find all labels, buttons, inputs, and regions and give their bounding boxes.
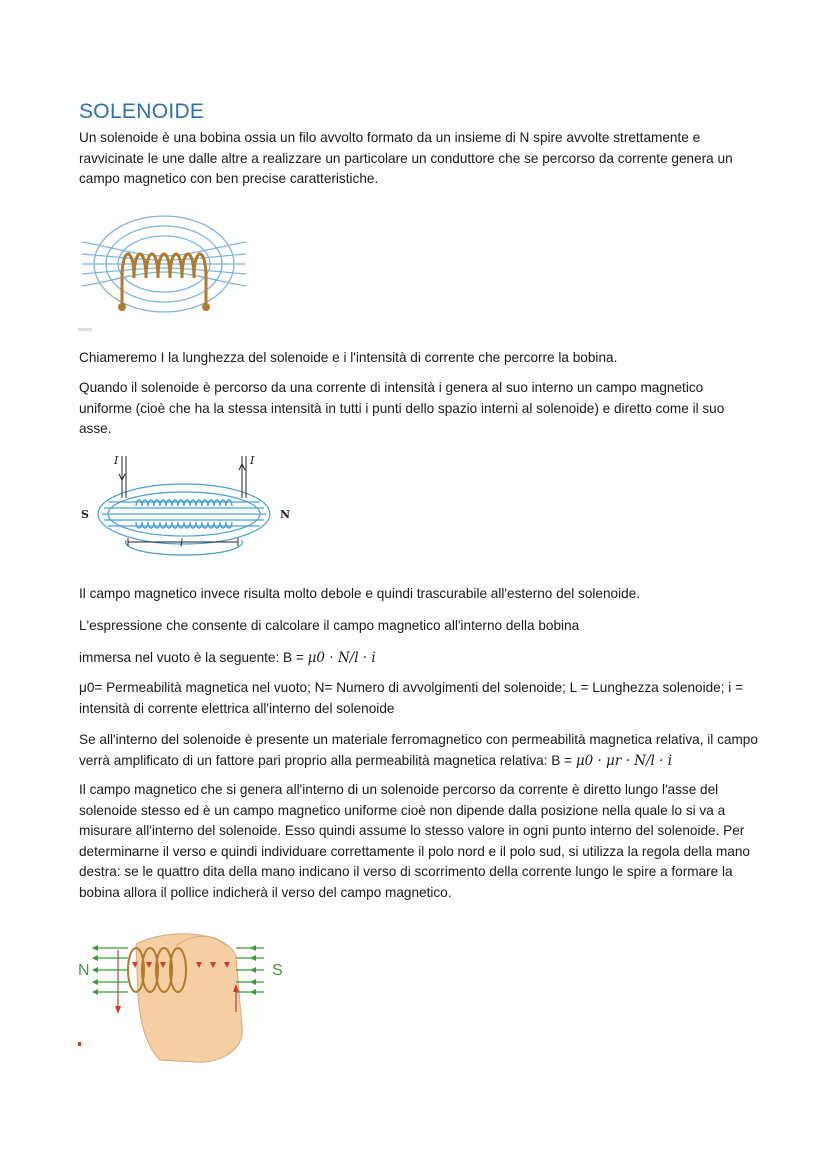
page-title: SOLENOIDE bbox=[79, 100, 205, 123]
right-hand-rule-paragraph: Il campo magnetico che si genera all'interno di un solenoide percorso da corrente è diretto lungo l'asse del solenoide stesso ed è un campo magnetico uniforme cioè non dipende dalla posizione nella quale lo si va a misurare all'interno del solenoide. Esso quindi assume lo stesso valore in ogni punto interno del solenoide. Per determinarne il verso e quindi individuare correttamente il polo nord e il polo sud, si utilizza la regola della mano destra: se le quattro dita della mano indicano il verso di scorrimento della corrente lungo le spire a formare la bobina allora il pollice indicherà il verso del campo magnetico. bbox=[79, 782, 750, 900]
solenoid-field-figure bbox=[78, 206, 250, 332]
vacuum-formula: μ0 · N/l · i bbox=[307, 650, 376, 666]
material-paragraph bbox=[79, 730, 759, 771]
vacuum-formula-line bbox=[79, 648, 759, 669]
definitions-paragraph: Chiameremo I la lunghezza del solenoide e i l'intensità di corrente che percorre la bobina. bbox=[79, 350, 618, 365]
pole-left-label: S bbox=[81, 508, 89, 521]
right-hand-rule-figure bbox=[76, 926, 296, 1066]
pole-right-label: N bbox=[280, 508, 291, 521]
pole-north-label: N bbox=[78, 962, 90, 979]
solenoid-schematic-figure bbox=[78, 450, 298, 568]
uniform-field-paragraph: Quando il solenoide è percorso da una corrente di intensità i genera al suo interno un campo magnetico uniforme (cioè che ha la stessa intensità in tutti i punti dello spazio interni al solenoide) e diretto come il suo asse. bbox=[79, 380, 725, 437]
legend-paragraph: μ0= Permeabilità magnetica nel vuoto; N= Numero di avvolgimenti del solenoide; L = Lunghezza solenoide; i = intensità di corrente elettrica all'interno del solenoide bbox=[79, 680, 744, 716]
vacuum-formula-prefix: immersa nel vuoto è la seguente: B = bbox=[79, 650, 304, 665]
intro-paragraph: Un solenoide è una bobina ossia un filo avvolto formato da un insieme di N spire avvolte strettamente e ravvicinate le une dalle altre a realizzare un particolare un conduttore che se percorso da corrente genera un campo magnetico con ben precise caratteristiche. bbox=[79, 130, 733, 187]
pole-south-label: S bbox=[272, 962, 283, 979]
material-formula-prefix: Se all'interno del solenoide è presente un materiale ferromagnetico con permeabilità magnetica relativa, il campo verrà amplificato di un fattore pari proprio alla permeabilità magnetica relativa: B = bbox=[79, 732, 758, 768]
current-label-left: I bbox=[114, 454, 119, 467]
expression-paragraph: L'espressione che consente di calcolare il campo magnetico all'interno della bobina bbox=[79, 618, 580, 633]
material-formula: μ0 · μr · N/l · i bbox=[575, 752, 673, 769]
external-field-paragraph: Il campo magnetico invece risulta molto debole e quindi trascurabile all'esterno del solenoide. bbox=[79, 586, 641, 601]
current-label-right: I bbox=[250, 454, 255, 467]
length-label: l bbox=[180, 538, 184, 549]
